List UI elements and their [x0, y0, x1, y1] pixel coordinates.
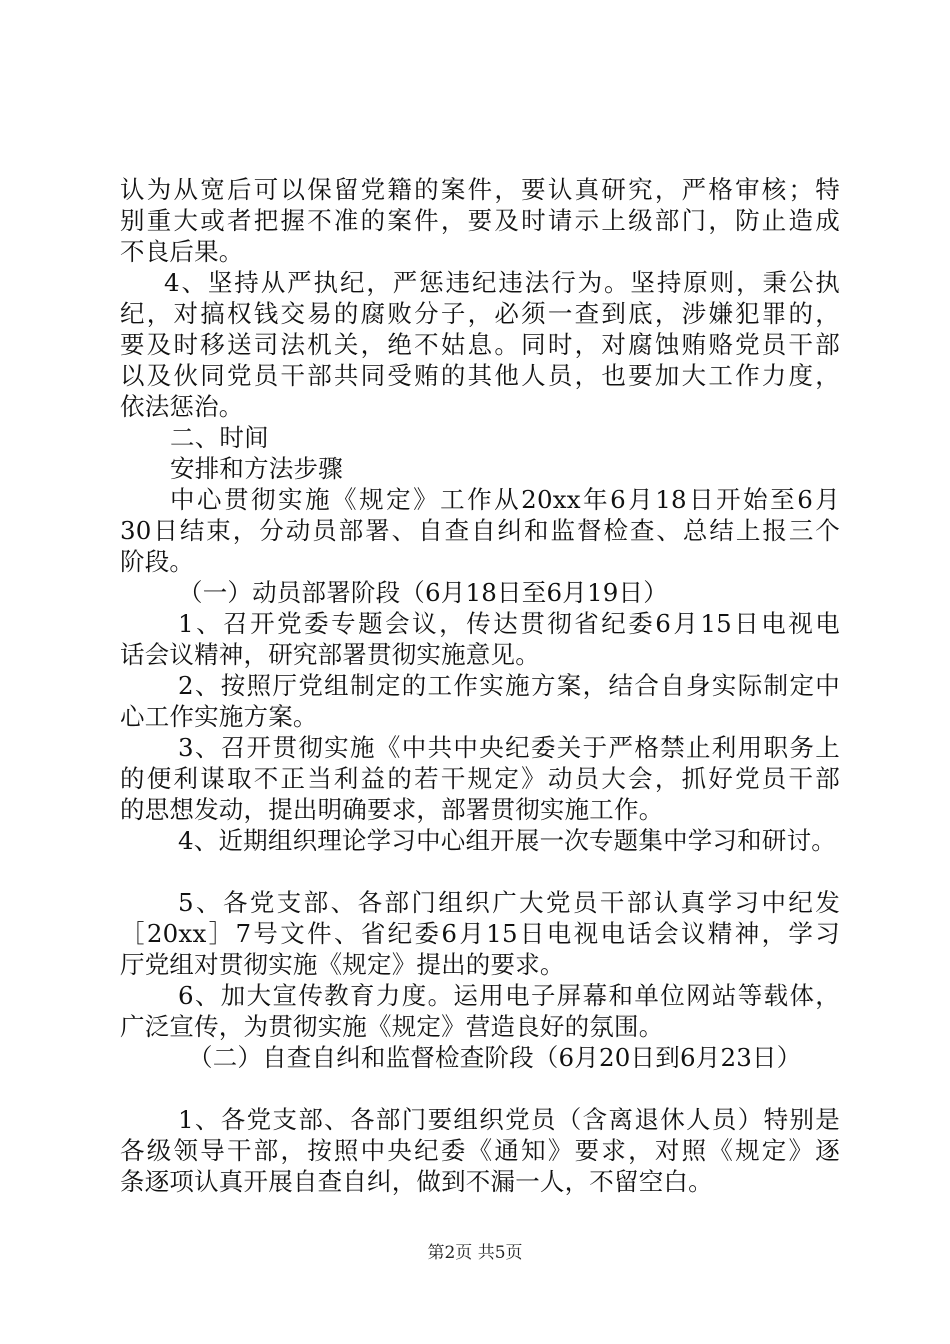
- text-line: 的便利谋取不正当利益的若干规定》动员大会，抓好党员干部: [120, 764, 840, 793]
- section-heading: 安排和方法步骤: [170, 454, 343, 483]
- text-line: 别重大或者把握不准的案件，要及时请示上级部门，防止造成: [120, 206, 840, 235]
- blank-line: [120, 1073, 840, 1104]
- text-line: ［20xx］7号文件、省纪委6月15日电视电话会议精神，学习: [120, 919, 840, 948]
- text-line: 5、各党支部、各部门组织广大党员干部认真学习中纪发: [178, 888, 840, 917]
- subsection-heading: （二）自查自纠和监督检查阶段（6月20日到6月23日）: [188, 1043, 802, 1072]
- text-line: 条逐项认真开展自查自纠，做到不漏一人，不留空白。: [120, 1167, 713, 1196]
- text-line: 1、各党支部、各部门要组织党员（含离退休人员）特别是: [178, 1105, 840, 1134]
- subsection-heading: （一）动员部署阶段（6月18日至6月19日）: [178, 578, 668, 607]
- text-line: 话会议精神，研究部署贯彻实施意见。: [120, 640, 540, 669]
- text-line: 各级领导干部，按照中央纪委《通知》要求，对照《规定》逐: [120, 1136, 840, 1165]
- section-heading: 二、时间: [170, 423, 269, 452]
- text-line: 不良后果。: [120, 237, 244, 266]
- text-line: 中心贯彻实施《规定》工作从20xx年6月18日开始至6月: [170, 485, 840, 514]
- blank-line: [120, 856, 840, 887]
- text-line: 30日结束，分动员部署、自查自纠和监督检查、总结上报三个: [120, 516, 840, 545]
- text-line: 心工作实施方案。: [120, 702, 318, 731]
- text-line: 厅党组对贯彻实施《规定》提出的要求。: [120, 950, 565, 979]
- text-line: 的思想发动，提出明确要求，部署贯彻实施工作。: [120, 795, 664, 824]
- text-line: 阶段。: [120, 547, 195, 576]
- text-line: 以及伙同党员干部共同受贿的其他人员，也要加大工作力度，: [120, 361, 840, 390]
- text-line: 3、召开贯彻实施《中共中央纪委关于严格禁止利用职务上: [178, 733, 840, 762]
- text-line: 广泛宣传，为贯彻实施《规定》营造良好的氛围。: [120, 1012, 664, 1041]
- text-line: 依法惩治。: [120, 392, 244, 421]
- text-line: 6、加大宣传教育力度。运用电子屏幕和单位网站等载体，: [178, 981, 840, 1010]
- text-line: 2、按照厅党组制定的工作实施方案，结合自身实际制定中: [178, 671, 840, 700]
- document-body: [120, 174, 840, 1197]
- page-footer: 第2页 共5页: [427, 1243, 523, 1263]
- text-line: 4、坚持从严执纪，严惩违纪违法行为。坚持原则，秉公执: [164, 268, 840, 297]
- text-line: 1、召开党委专题会议，传达贯彻省纪委6月15日电视电: [178, 609, 840, 638]
- text-line: 纪，对搞权钱交易的腐败分子，必须一查到底，涉嫌犯罪的，: [120, 299, 840, 328]
- text-line: 认为从宽后可以保留党籍的案件，要认真研究，严格审核；特: [120, 175, 840, 204]
- text-line: 4、近期组织理论学习中心组开展一次专题集中学习和研讨。: [178, 826, 836, 855]
- text-line: 要及时移送司法机关，绝不姑息。同时，对腐蚀贿赂党员干部: [120, 330, 840, 359]
